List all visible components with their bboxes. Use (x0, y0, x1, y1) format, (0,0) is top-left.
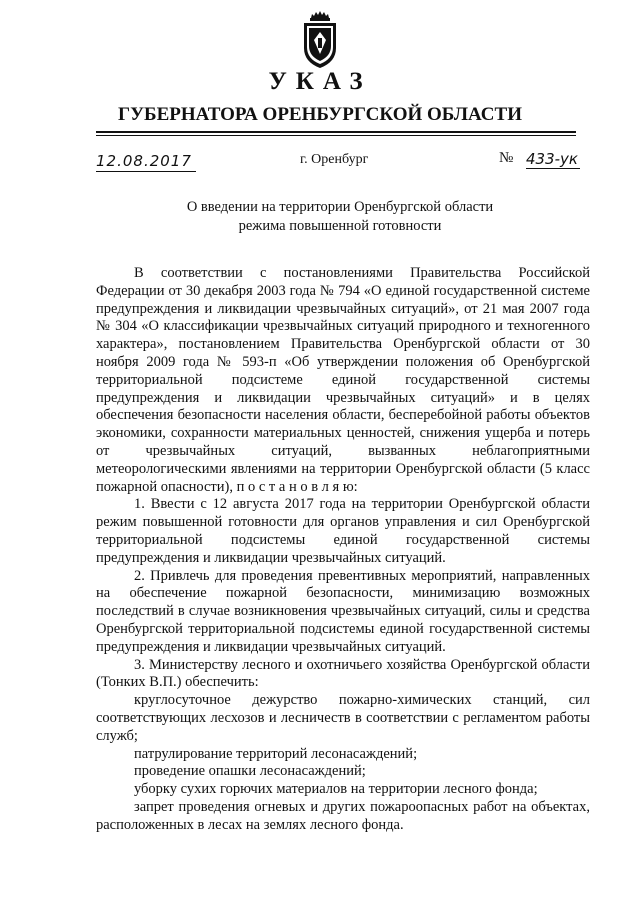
clause-2-paragraph: 2. Привлечь для проведения превентивных мероприятий, направленных на обеспечение пожарной безопасности, минимизацию возможных последствий в случае возникновения чрезвычайных ситуаций, силы и средства Оренбургской территориальной подсистемы единой государственной системы предупреждения и ликвидации чрезвычайных ситуаций. (96, 567, 590, 655)
decree-number: 433-ук (526, 150, 580, 169)
clause-1-paragraph: 1. Ввести с 12 августа 2017 года на территории Оренбургской области режим повышенной готовности для органов управления и сил Оренбургской территориальной подсистемы единой государственной системы предупреждения и ликвидации чрезвычайных ситуаций. (96, 496, 590, 566)
decree-city: г. Оренбург (300, 152, 369, 167)
clause-3-item: проведение опашки лесонасаждений; (134, 763, 366, 780)
coat-of-arms-emblem (296, 10, 344, 70)
decree-number-label: № (499, 150, 514, 166)
header-divider-thick (96, 131, 576, 133)
document-title-line: режима повышенной готовности (238, 218, 442, 234)
clause-3-item: уборку сухих горючих материалов на территории лесного фонда; (134, 781, 538, 798)
clause-3-item: запрет проведения огневых и других пожароопасных работ на объектах, расположенных в лесах на землях лесного фонда. (96, 798, 590, 833)
document-body (96, 265, 590, 835)
clause-3-paragraph: 3. Министерству лесного и охотничьего хозяйства Оренбургской области (Тонких В.П.) обеспечить: (96, 656, 590, 691)
decree-date: 12.08.2017 (96, 152, 196, 172)
document-title (0, 198, 640, 236)
decree-subtitle: ГУБЕРНАТОРА ОРЕНБУРГСКОЙ ОБЛАСТИ (118, 104, 522, 125)
clause-3-item: круглосуточное дежурство пожарно-химических станций, сил соответствующих лесхозов и лесничеств в соответствии с регламентом работы служб; (96, 692, 590, 744)
document-title-line: О введении на территории Оренбургской области (186, 199, 494, 215)
decree-title: УКАЗ (268, 68, 372, 95)
preamble-paragraph: В соответствии с постановлениями Правительства Российской Федерации от 30 декабря 2003 года № 794 «О единой государственной системе предупреждения и ликвидации чрезвычайных ситуаций», от 21 мая 2007 года № 304 «О классификации чрезвычайных ситуаций природного и техногенного характера», постановлением Правительства Оренбургской области от 30 ноября 2009 года № 593-п «Об утверждении положения об Оренбургской территориальной подсистеме единой государственной системы предупреждения и ликвидации чрезвычайных ситуаций» и в целях обеспечения безопасности населения области, бесперебойной работы объектов экономики, сохранности материальных ценностей, снижения ущерба и потерь от чрезвычайных ситуаций, вызванных неблагоприятными метеорологическими явлениями на территории Оренбургской области (5 класс пожарной опасности), п о с т а н о в л я ю: (96, 265, 590, 495)
header-divider-thin (96, 135, 576, 136)
clause-3-item: патрулирование территорий лесонасаждений; (134, 745, 418, 762)
